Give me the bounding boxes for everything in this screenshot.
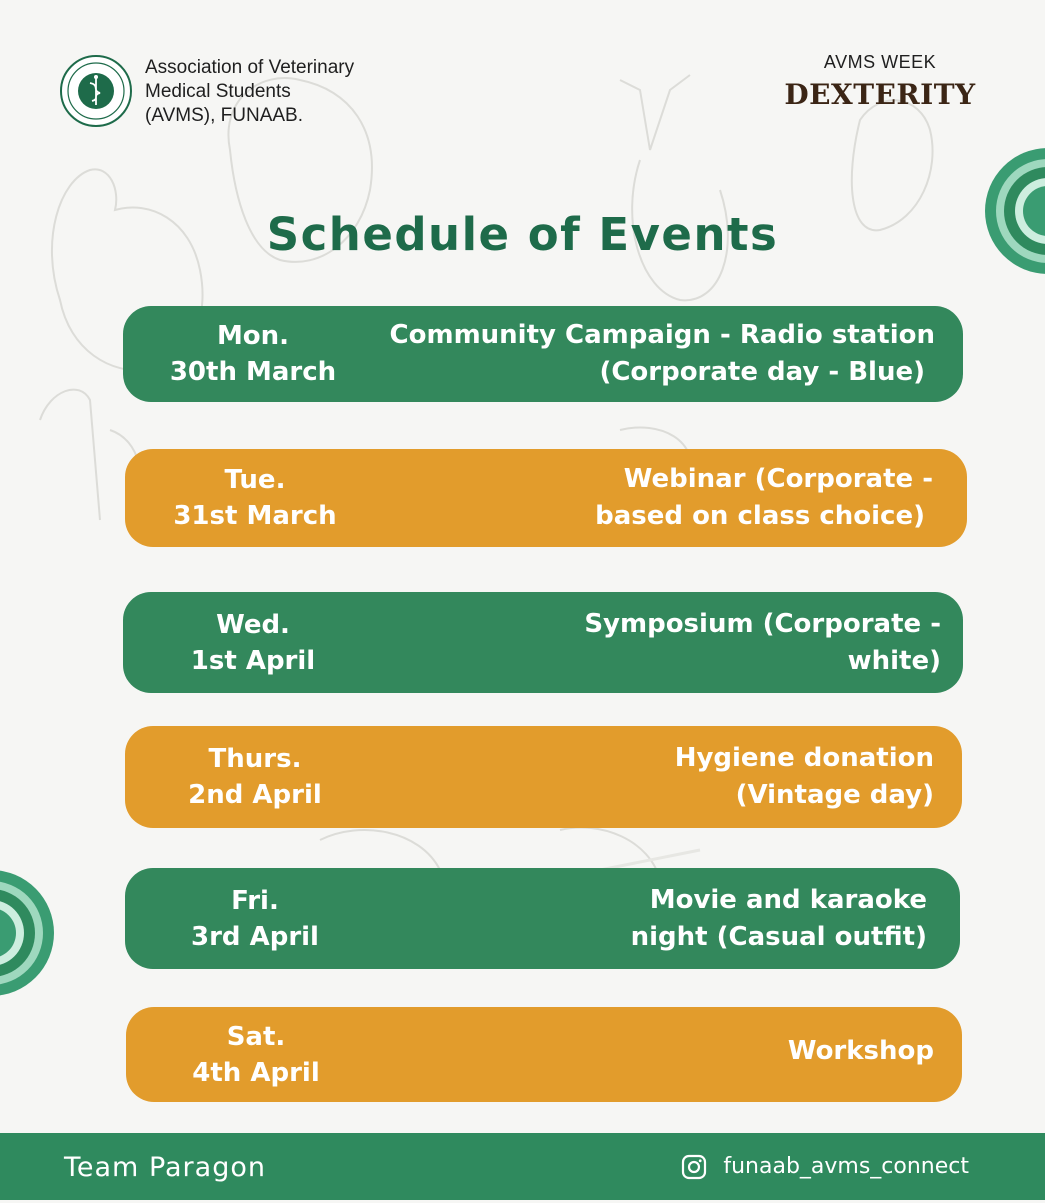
event-row-saturday: [126, 1007, 962, 1102]
event-date-text: 4th April: [192, 1057, 320, 1088]
event-desc-line-1: Movie and karaoke: [649, 884, 927, 915]
decorative-circles-left: [0, 870, 54, 996]
event-date: [155, 868, 355, 969]
event-row-monday: [123, 306, 963, 402]
event-desc-line-1: Workshop: [787, 1036, 934, 1066]
event-desc-line-2: based on class choice): [595, 501, 925, 531]
event-row-wednesday: [123, 592, 963, 693]
event-desc-line-1: Hygiene donation: [674, 743, 934, 773]
event-desc-line-2: (Corporate day - Blue): [599, 357, 925, 387]
event-description: [341, 592, 941, 693]
event-description: [334, 1007, 934, 1102]
event-row-friday: [125, 868, 960, 969]
event-desc-line-1: Symposium (Corporate -: [584, 608, 941, 639]
event-day: Wed.: [216, 609, 290, 640]
event-row-thursday: [125, 726, 962, 828]
org-name-line-2: Medical Students: [145, 81, 291, 102]
event-description: [327, 868, 927, 969]
event-date-text: 2nd April: [188, 780, 322, 810]
org-name-line-1: Association of Veterinary: [145, 57, 355, 78]
event-date-text: 30th March: [169, 357, 337, 387]
page-title: Schedule of Events: [266, 208, 779, 261]
event-desc-line-2: (Vintage day): [735, 780, 934, 810]
event-description: [333, 449, 933, 547]
college-logo: [60, 55, 132, 127]
team-name: Team Paragon: [64, 1152, 266, 1183]
event-date-text: 31st March: [173, 501, 337, 531]
event-date: [153, 592, 353, 693]
org-name-line-3: (AVMS), FUNAAB.: [145, 105, 303, 126]
event-desc-line-1: Webinar (Corporate -: [623, 464, 933, 494]
event-date: [156, 1007, 356, 1102]
event-date-text: 3rd April: [191, 921, 319, 952]
org-name: [145, 56, 425, 128]
footer-bar: [0, 1133, 1045, 1200]
week-name: DEXTERITY: [784, 78, 976, 111]
week-label: AVMS WEEK: [823, 52, 937, 72]
event-desc-line-2: white): [847, 645, 941, 676]
event-date: [155, 726, 355, 828]
event-description: [334, 726, 934, 828]
instagram-handle[interactable]: funaab_avms_connect: [723, 1154, 969, 1179]
event-day: Thurs.: [208, 744, 302, 774]
event-date: [155, 449, 355, 547]
event-day: Fri.: [231, 885, 279, 916]
event-row-tuesday: [125, 449, 967, 547]
event-day: Tue.: [224, 465, 286, 495]
event-date-text: 1st April: [190, 645, 316, 676]
social-handle[interactable]: [681, 1133, 969, 1200]
event-desc-line-1: Community Campaign - Radio station: [389, 320, 935, 350]
event-day: Sat.: [226, 1021, 286, 1052]
event-description: [295, 306, 935, 402]
instagram-icon: [681, 1154, 707, 1180]
event-day: Mon.: [216, 321, 290, 351]
event-desc-line-2: night (Casual outfit): [630, 921, 927, 952]
